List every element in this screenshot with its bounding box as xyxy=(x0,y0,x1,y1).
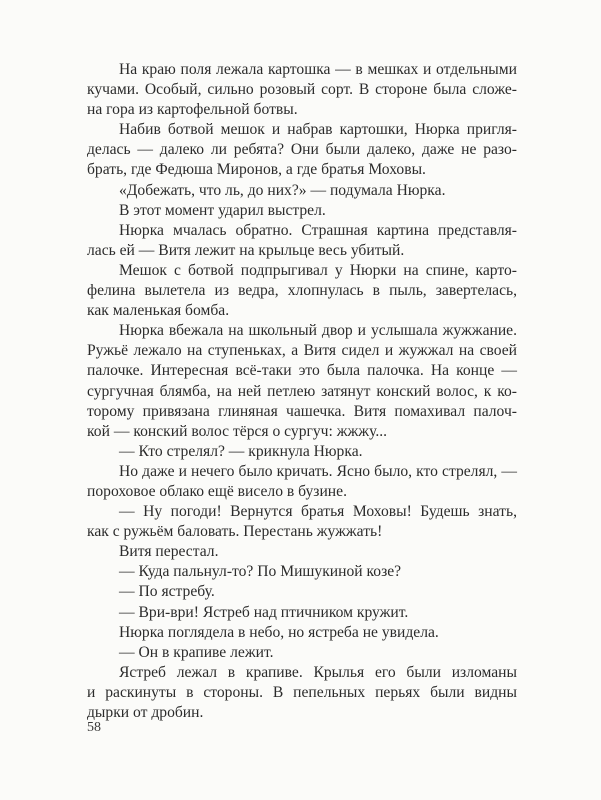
text-line: Нюрка поглядела в небо, но ястреба не увидела. xyxy=(119,623,439,641)
text-line: делась — далеко ли ребята? Они были далеко, даже не разо- xyxy=(87,141,517,159)
text-line: как маленькая бомба. xyxy=(87,302,230,320)
text-line: брать, где Федюша Миронов, а где братья Моховы. xyxy=(87,161,426,179)
text-line: Набив ботвой мешок и набрав картошки, Нюрка пригля- xyxy=(119,121,517,139)
text-line: кучами. Особый, сильно розовый сорт. В стороне была сложе- xyxy=(87,81,517,99)
text-line: сургучная блямба, на ней петлею затянут конский волос, к ко- xyxy=(87,382,517,400)
page-number: 58 xyxy=(87,720,101,735)
text-line: дырки от дробин. xyxy=(87,704,204,721)
text-line: Но даже и нечего было кричать. Ясно было, кто стрелял, — xyxy=(119,462,517,480)
text-line: пороховое облако ещё висело в бузине. xyxy=(87,482,347,500)
text-line: кой — конский волос тёрся о сургуч: жжжу... xyxy=(87,422,388,440)
text-line: фелина вылетела из ведра, хлопнулась в пыль, завертелась, xyxy=(87,282,517,300)
text-line: торому привязана глиняная чашечка. Витя помахивал палоч- xyxy=(87,402,517,420)
text-line: Мешок с ботвой подпрыгивал у Нюрки на спине, карто- xyxy=(119,261,517,279)
text-line: — Кто стрелял? — крикнула Нюрка. xyxy=(119,442,363,460)
text-line: палочке. Интересная всё-таки это была палочка. На конце — xyxy=(87,362,517,380)
text-line: Ястреб лежал в крапиве. Крылья его были изломаны xyxy=(119,663,517,681)
text-line: Ружьё лежало на ступеньках, а Витя сидел и жужжал на своей xyxy=(87,342,517,360)
text-line: на гора из картофельной ботвы. xyxy=(87,101,298,119)
text-line: лась ей — Витя лежит на крыльце весь убитый. xyxy=(87,241,405,259)
text-line: — Ну погоди! Вернутся братья Моховы! Будешь знать, xyxy=(119,503,517,521)
text-line: «Добежать, что ль, до них?» — подумала Нюрка. xyxy=(119,181,446,199)
text-line: — Ври-ври! Ястреб над птичником кружит. xyxy=(119,603,409,621)
text-line: Витя перестал. xyxy=(119,543,219,561)
text-line: В этот момент ударил выстрел. xyxy=(119,201,326,219)
text-line: и раскинуты в стороны. В пепельных перьях были видны xyxy=(87,683,517,701)
text-line: Нюрка вбежала на школьный двор и услышала жужжание. xyxy=(119,322,517,340)
text-line: — По ястребу. xyxy=(119,583,215,601)
text-line: Нюрка мчалась обратно. Страшная картина представля- xyxy=(119,221,517,239)
text-line: — Он в крапиве лежит. xyxy=(119,643,274,661)
text-line: — Куда пальнул-то? По Мишукиной козе? xyxy=(119,563,402,581)
body-text xyxy=(87,60,517,723)
text-line: На краю поля лежала картошка — в мешках и отдельными xyxy=(119,61,517,78)
text-line: как с ружьём баловать. Перестань жужжать! xyxy=(87,523,383,541)
